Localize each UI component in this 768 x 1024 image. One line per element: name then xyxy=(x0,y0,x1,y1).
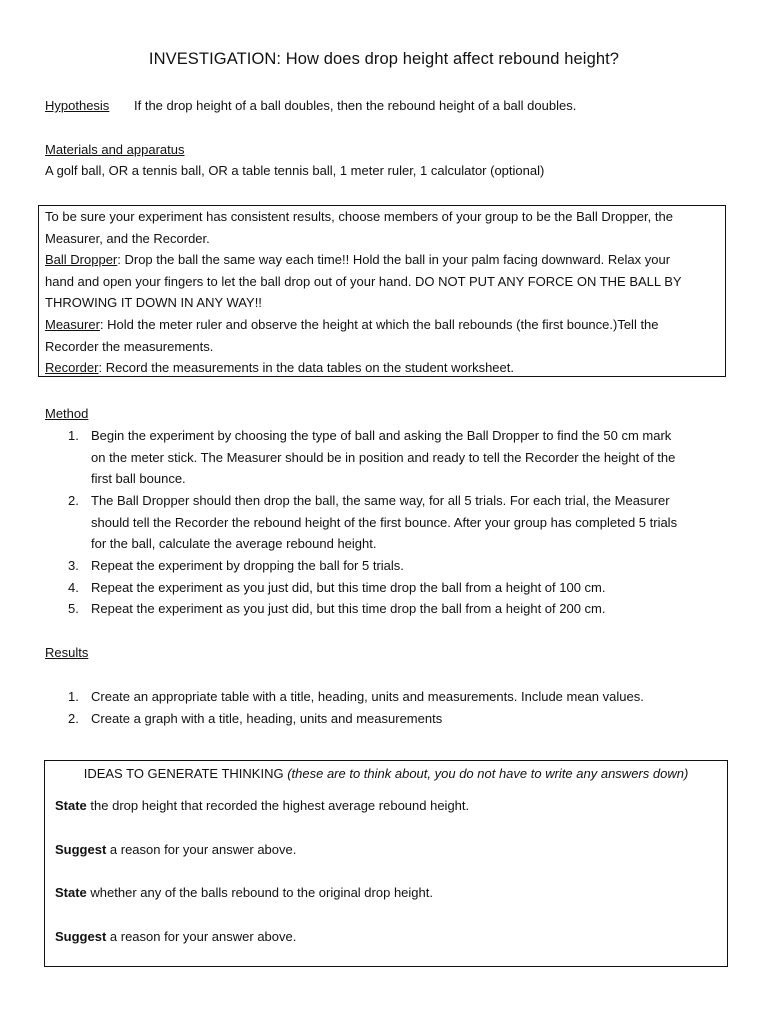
page-title: INVESTIGATION: How does drop height affect rebound height? xyxy=(148,50,620,68)
list-item: for the ball, calculate the average rebound height. xyxy=(91,536,377,551)
results-label: Results xyxy=(45,645,89,660)
list-item-number: 2. xyxy=(68,711,79,726)
roles-intro-line: Measurer, and the Recorder. xyxy=(45,231,210,246)
list-item: Create an appropriate table with a title, heading, units and measurements. Include mean values. xyxy=(91,689,644,704)
list-item: Create a graph with a title, heading, units and measurements xyxy=(91,711,443,726)
list-item-number: 5. xyxy=(68,601,79,616)
list-item-number: 3. xyxy=(68,558,79,573)
ideas-box xyxy=(44,760,728,967)
roles-intro-line: To be sure your experiment has consistent results, choose members of your group to be the Ball Dropper, the xyxy=(45,209,673,224)
ball-dropper-text: hand and open your fingers to let the ball drop out of your hand. DO NOT PUT ANY FORCE ON THE BALL BY xyxy=(45,274,682,289)
list-item: Begin the experiment by choosing the type of ball and asking the Ball Dropper to find the 50 cm mark xyxy=(91,428,672,443)
list-item: on the meter stick. The Measurer should be in position and ready to tell the Recorder the height of the xyxy=(91,450,676,465)
list-item: Repeat the experiment as you just did, but this time drop the ball from a height of 100 cm. xyxy=(91,580,606,595)
ball-dropper-text: THROWING IT DOWN IN ANY WAY!! xyxy=(45,295,262,310)
prompt-item: Suggest a reason for your answer above. xyxy=(55,929,297,944)
ideas-heading: IDEAS TO GENERATE THINKING (these are to think about, you do not have to write any answers down) xyxy=(83,766,689,781)
list-item-number: 2. xyxy=(68,493,79,508)
list-item: The Ball Dropper should then drop the ball, the same way, for all 5 trials. For each trial, the Measurer xyxy=(91,493,670,508)
ball-dropper-text: : Drop the ball the same way each time!! Hold the ball in your palm facing downward. Relax your xyxy=(117,252,671,267)
materials-text: A golf ball, OR a tennis ball, OR a table tennis ball, 1 meter ruler, 1 calculator (optional) xyxy=(45,163,545,178)
recorder-text: : Record the measurements in the data tables on the student worksheet. xyxy=(98,360,514,375)
measurer-label: Measurer xyxy=(45,317,100,332)
materials-label: Materials and apparatus xyxy=(45,142,185,157)
hypothesis-text: If the drop height of a ball doubles, then the rebound height of a ball doubles. xyxy=(134,98,577,113)
list-item-number: 4. xyxy=(68,580,79,595)
prompt-item: State the drop height that recorded the highest average rebound height. xyxy=(55,798,470,813)
method-label: Method xyxy=(45,406,89,421)
list-item: Repeat the experiment by dropping the ball for 5 trials. xyxy=(91,558,404,573)
hypothesis-label: Hypothesis xyxy=(45,98,110,113)
list-item-number: 1. xyxy=(68,428,79,443)
measurer-text: : Hold the meter ruler and observe the height at which the ball rebounds (the first bounce.)Tell the xyxy=(99,317,659,332)
list-item: Repeat the experiment as you just did, but this time drop the ball from a height of 200 cm. xyxy=(91,601,606,616)
list-item-number: 1. xyxy=(68,689,79,704)
recorder-label: Recorder xyxy=(45,360,99,375)
list-item: should tell the Recorder the rebound height of the first bounce. After your group has completed 5 trials xyxy=(91,515,678,530)
ideas-heading-note: (these are to think about, you do not have to write any answers down) xyxy=(287,766,689,781)
measurer-text: Recorder the measurements. xyxy=(45,339,214,354)
prompt-item: State whether any of the balls rebound to the original drop height. xyxy=(55,885,433,900)
prompt-item: Suggest a reason for your answer above. xyxy=(55,842,297,857)
list-item: first ball bounce. xyxy=(91,471,186,486)
ball-dropper-label: Ball Dropper xyxy=(45,252,118,267)
roles-box xyxy=(38,205,726,377)
